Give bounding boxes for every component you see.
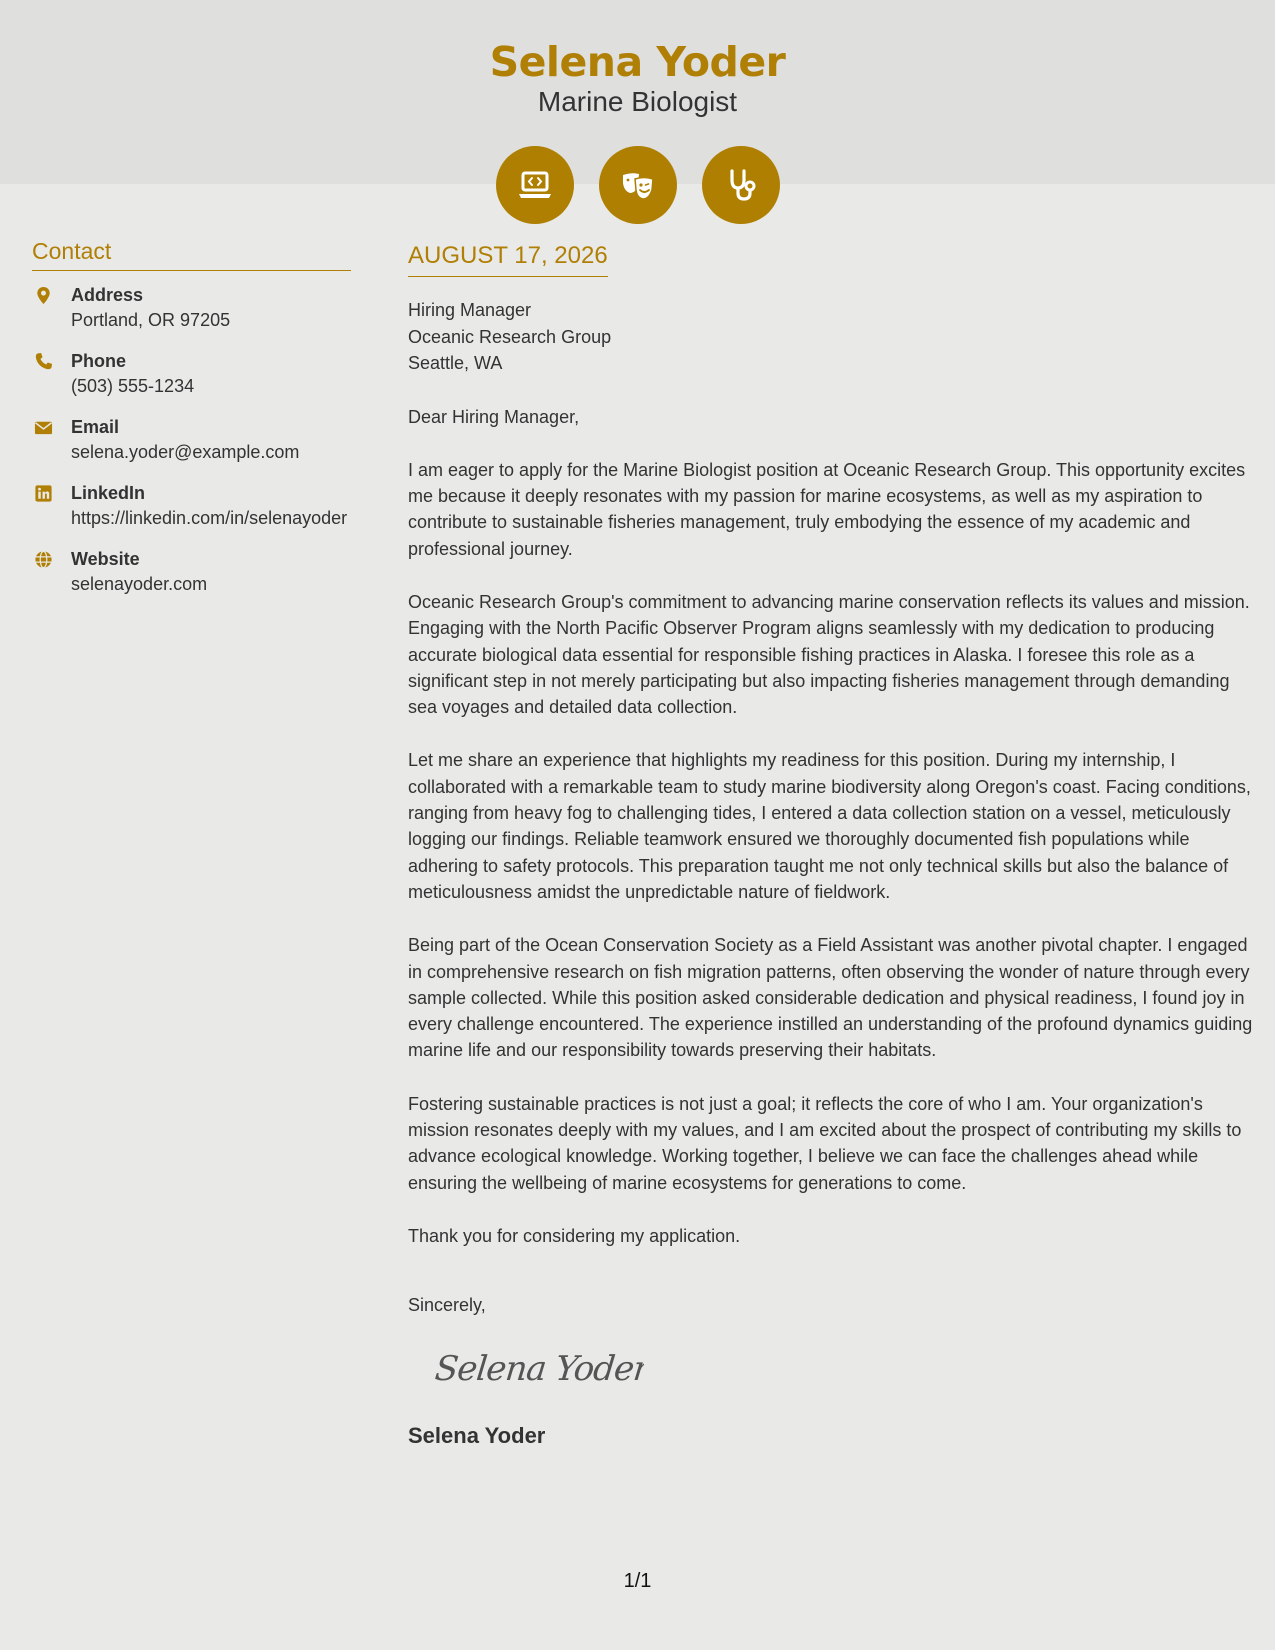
- website-label: Website: [71, 549, 140, 569]
- envelope-icon: [34, 418, 53, 437]
- contact-address: [32, 283, 351, 333]
- email-label: Email: [71, 417, 120, 437]
- letter-paragraph: Thank you for considering my application.: [408, 1225, 741, 1246]
- laptop-code-icon: [496, 146, 574, 224]
- linkedin-value[interactable]: https://linkedin.com/in/selenayoder: [71, 508, 348, 528]
- theater-masks-icon: [599, 146, 677, 224]
- phone-icon: [34, 352, 53, 371]
- email-value[interactable]: selena.yoder@example.com: [71, 442, 300, 462]
- recipient-line: Seattle, WA: [408, 353, 503, 373]
- interest-icons: [496, 146, 780, 224]
- letter-date: AUGUST 17, 2026: [408, 242, 608, 277]
- website-value[interactable]: selenayoder.com: [71, 574, 208, 594]
- job-title: Marine Biologist: [537, 86, 738, 117]
- contact-phone: [32, 349, 351, 399]
- signature-text: Selena Yoder: [434, 1349, 644, 1390]
- salutation: Dear Hiring Manager,: [408, 406, 580, 427]
- linkedin-label: LinkedIn: [71, 483, 146, 503]
- recipient-line: Hiring Manager: [408, 300, 532, 320]
- contact-linkedin: [32, 481, 351, 531]
- letter-paragraph: Oceanic Research Group's commitment to advancing marine conservation reflects its values and mission. Engaging with the North Pacific Observer Program aligns seamlessly with my dedication to producing accurate biological data essential for responsible fishing practices in Alaska. I foresee this role as a significant step in not merely participating but also impacting fisheries management through demanding sea voyages and detailed data collection.: [408, 591, 1250, 718]
- contact-email: [32, 415, 351, 465]
- letter-body: [408, 242, 1253, 1449]
- page-number: 1/1: [623, 1570, 652, 1592]
- closing-line: Sincerely,: [408, 1295, 486, 1316]
- address-value: Portland, OR 97205: [71, 310, 231, 330]
- address-label: Address: [71, 285, 144, 305]
- candidate-name: Selena Yoder: [489, 38, 786, 86]
- signer-name: Selena Yoder: [408, 1423, 546, 1449]
- stethoscope-icon: [702, 146, 780, 224]
- map-pin-icon: [34, 286, 53, 305]
- globe-icon: [34, 550, 53, 569]
- phone-label: Phone: [71, 351, 127, 371]
- contact-website: [32, 547, 351, 597]
- phone-value: (503) 555-1234: [71, 376, 195, 396]
- contact-sidebar: [32, 238, 351, 613]
- recipient-block: [408, 297, 1253, 377]
- contact-heading: Contact: [32, 238, 351, 271]
- letter-paragraph: I am eager to apply for the Marine Biologist position at Oceanic Research Group. This opportunity excites me because it deeply resonates with my passion for marine ecosystems, as well as my aspiration to contribute to sustainable fisheries management, truly embodying the essence of my academic and professional journey.: [408, 459, 1246, 559]
- letter-paragraph: Being part of the Ocean Conservation Society as a Field Assistant was another pivotal chapter. I engaged in comprehensive research on fish migration patterns, often observing the wonder of nature through every sample collected. While this position asked considerable dedication and physical readiness, I found joy in every challenge encountered. The experience instilled an understanding of the profound dynamics guiding marine life and our responsibility towards preserving their habitats.: [408, 935, 1253, 1061]
- linkedin-icon: [34, 484, 53, 503]
- letter-paragraph: Fostering sustainable practices is not just a goal; it reflects the core of who I am. Your organization's mission resonates deeply with my values, and I am excited about the prospect of contributing my skills to advance ecological knowledge. Working together, I believe we can face the challenges ahead while ensuring the wellbeing of marine ecosystems for generations to come.: [408, 1093, 1242, 1193]
- contact-list: [32, 283, 351, 597]
- letter-paragraph: Let me share an experience that highlights my readiness for this position. During my internship, I collaborated with a remarkable team to study marine biodiversity along Oregon's coast. Facing conditions, ranging from heavy fog to challenging tides, I entered a data collection station on a vessel, meticulously logging our findings. Reliable teamwork ensured we thoroughly documented fish populations while adhering to safety protocols. This preparation taught me not only technical skills but also the balance of meticulousness amidst the unpredictable nature of fieldwork.: [408, 750, 1251, 902]
- recipient-line: Oceanic Research Group: [408, 326, 612, 347]
- handwritten-signature: [434, 1342, 1253, 1399]
